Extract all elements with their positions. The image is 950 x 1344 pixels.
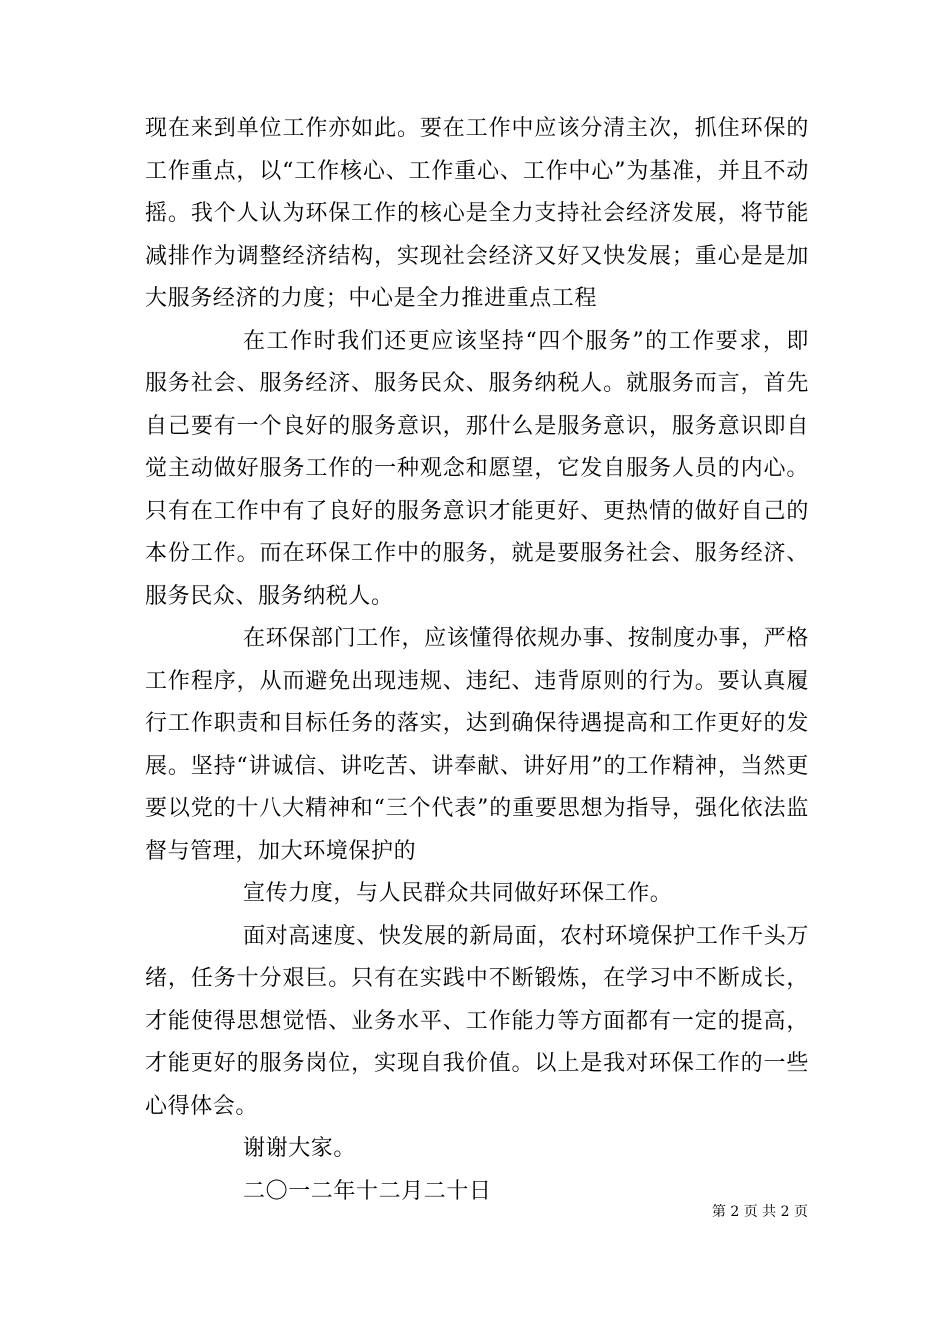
document-date: 二〇一二年十二月二十日 — [243, 1178, 492, 1204]
paragraph-4: 宣传力度，与人民群众共同做好环保工作。 — [243, 881, 673, 906]
paragraph-2: 在工作时我们还更应该坚持“四个服务”的工作要求，即服务社会、服务经济、服务民众、服务纳税人。就服务而言，首先自己要有一个良好的服务意识，那什么是服务意识，服务意识即自觉主动做好服务工作的一种观念和愿望，它发自服务人员的内心。只有在工作中有了良好的服务意识才能更好、更热情的做好自己的本份工作。而在环保工作中的服务，就是要服务社会、服务经济、服务民众、服务纳税人。 — [145, 328, 809, 609]
closing-thanks: 谢谢大家。 — [243, 1136, 357, 1161]
paragraph-5: 面对高速度、快发展的新局面，农村环境保护工作千头万绪，任务十分艰巨。只有在实践中不断锻炼，在学习中不断成长，才能使得思想觉悟、业务水平、工作能力等方面都有一定的提高，才能更好的服务岗位，实现自我价值。以上是我对环保工作的一些心得体会。 — [145, 923, 809, 1119]
page-number-footer: 第 2 页 共 2 页 — [711, 1204, 808, 1220]
paragraph-3: 在环保部门工作，应该懂得依规办事、按制度办事，严格工作程序，从而避免出现违规、违纪、违背原则的行为。要认真履行工作职责和目标任务的落实，达到确保待遇提高和工作更好的发展。坚持“讲诚信、讲吃苦、讲奉献、讲好用”的工作精神，当然更要以党的十八大精神和“三个代表”的重要思想为指导，强化依法监督与管理，加大环境保护的 — [145, 626, 809, 864]
paragraph-1: 现在来到单位工作亦如此。要在工作中应该分清主次，抓住环保的工作重点，以“工作核心、工作重心、工作中心”为基准，并且不动摇。我个人认为环保工作的核心是全力支持社会经济发展，将节能减排作为调整经济结构，实现社会经济又好又快发展；重心是是加大服务经济的力度；中心是全力推进重点工程 — [145, 116, 809, 311]
document-body — [145, 108, 809, 1213]
